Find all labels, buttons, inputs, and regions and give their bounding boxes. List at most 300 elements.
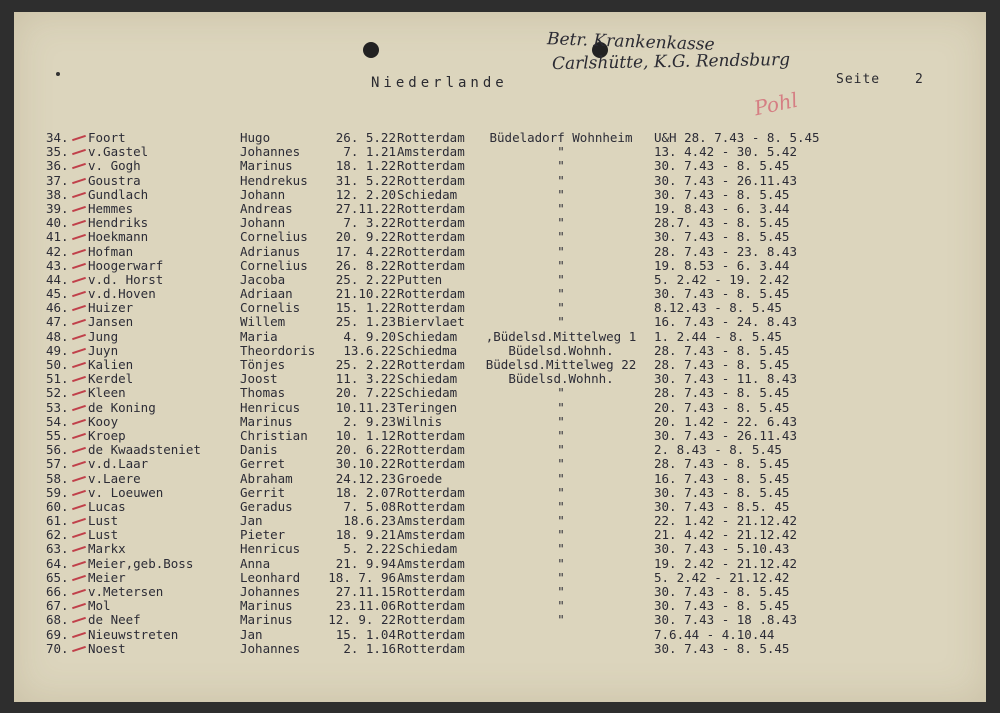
residence: "	[557, 413, 565, 429]
row-number: 51.	[46, 371, 69, 387]
list-item	[14, 443, 986, 457]
birth-place: Amsterdam	[397, 144, 465, 160]
list-item	[14, 174, 986, 188]
row-number: 70.	[46, 640, 69, 656]
birth-place: Rotterdam	[397, 357, 465, 372]
birth-place: Rotterdam	[397, 584, 465, 599]
residence: "	[557, 513, 565, 529]
surname: Hemmes	[88, 200, 134, 216]
surname: Lust	[88, 527, 119, 543]
given-name: Marinus	[240, 413, 293, 429]
birth-date: 15. 1.22	[335, 300, 396, 316]
list-item	[14, 301, 986, 315]
residence: "	[557, 541, 565, 557]
red-tick-mark	[72, 376, 86, 382]
birth-date: 20. 7.22	[335, 385, 396, 401]
list-item	[14, 344, 986, 358]
birth-date: 18. 7. 96	[328, 569, 396, 585]
residence: Büdelsd.Wohnh.	[508, 371, 614, 387]
employment-period: 2. 8.43 - 8. 5.45	[654, 442, 782, 458]
employment-period: 13. 4.42 - 30. 5.42	[654, 144, 797, 160]
row-number: 52.	[46, 385, 69, 401]
given-name: Joost	[240, 371, 278, 387]
birth-date: 5. 2.22	[343, 541, 396, 557]
given-name: Jacoba	[240, 271, 286, 287]
row-number: 54.	[46, 413, 69, 429]
surname: v.Gastel	[88, 144, 149, 160]
row-number: 57.	[46, 456, 69, 472]
paper-speck	[56, 72, 60, 76]
given-name: Theordoris	[240, 342, 316, 358]
given-name: Cornelius	[240, 257, 308, 273]
employment-period: 16. 7.43 - 8. 5.45	[654, 470, 790, 486]
residence: "	[557, 158, 565, 174]
list-item	[14, 287, 986, 301]
birth-date: 18.6.23	[343, 513, 396, 529]
list-item	[14, 472, 986, 486]
row-number: 40.	[46, 215, 69, 231]
birth-date: 10. 1.12	[335, 427, 396, 443]
surname: Juyn	[88, 342, 119, 358]
red-tick-mark	[72, 404, 86, 410]
given-name: Pieter	[240, 527, 286, 543]
row-number: 45.	[46, 286, 69, 302]
birth-place: Amsterdam	[397, 555, 465, 571]
birth-place: Schiedam	[397, 371, 458, 387]
surname: Hoekmann	[88, 229, 149, 245]
birth-place: Groede	[397, 470, 443, 486]
list-item	[14, 202, 986, 216]
row-number: 46.	[46, 300, 69, 316]
given-name: Johannes	[240, 640, 301, 656]
row-number: 47.	[46, 314, 69, 330]
residence: Büdeladorf Wohnheim	[489, 130, 633, 145]
surname: Lucas	[88, 498, 126, 514]
birth-place: Wilnis	[397, 413, 443, 429]
given-name: Geradus	[240, 498, 293, 514]
row-number: 61.	[46, 513, 69, 529]
employment-period: 30. 7.43 - 8. 5.45	[654, 640, 790, 656]
given-name: Abraham	[240, 470, 293, 486]
red-tick-mark	[72, 617, 86, 623]
list-item	[14, 216, 986, 230]
surname: Huizer	[88, 300, 134, 316]
given-name: Thomas	[240, 385, 286, 401]
row-number: 60.	[46, 498, 69, 514]
red-tick-mark	[72, 334, 86, 340]
row-number: 66.	[46, 584, 69, 599]
employment-period: 5. 2.42 - 19. 2.42	[654, 271, 790, 287]
employment-period: 30. 7.43 - 5.10.43	[654, 541, 790, 557]
birth-place: Rotterdam	[397, 158, 465, 174]
surname: v.d.Laar	[88, 456, 149, 472]
given-name: Willem	[240, 314, 286, 330]
row-number: 44.	[46, 271, 69, 287]
birth-date: 7. 3.22	[343, 215, 396, 231]
employment-period: 30. 7.43 - 8. 5.45	[654, 229, 790, 245]
given-name: Gerrit	[240, 484, 286, 500]
employment-period: 1. 2.44 - 8. 5.45	[654, 328, 782, 344]
surname: Gundlach	[88, 186, 149, 202]
given-name: Johannes	[240, 584, 301, 599]
list-item	[14, 145, 986, 159]
list-item	[14, 613, 986, 627]
red-tick-mark	[72, 248, 86, 254]
handwritten-note-line2: Carlshütte, K.G. Rendsburg	[551, 49, 791, 75]
row-number: 67.	[46, 598, 69, 614]
red-tick-mark	[72, 575, 86, 581]
red-tick-mark	[72, 305, 86, 311]
row-number: 43.	[46, 257, 69, 273]
employment-period: 22. 1.42 - 21.12.42	[654, 513, 797, 529]
residence: "	[557, 555, 565, 571]
birth-date: 31. 5.22	[335, 172, 396, 188]
given-name: Christian	[240, 427, 308, 443]
surname: v.Laere	[88, 470, 141, 486]
row-number: 38.	[46, 186, 69, 202]
birth-place: Rotterdam	[397, 172, 465, 188]
row-number: 59.	[46, 484, 69, 500]
employment-period: 30. 7.43 - 11. 8.43	[654, 371, 797, 387]
birth-place: Rotterdam	[397, 498, 465, 514]
red-tick-mark	[72, 646, 86, 652]
employment-period: 5. 2.42 - 21.12.42	[654, 569, 790, 585]
residence: "	[557, 229, 565, 245]
list-item	[14, 457, 986, 471]
row-number: 48.	[46, 328, 69, 344]
given-name: Hugo	[240, 130, 271, 145]
employment-period: 30. 7.43 - 8. 5.45	[654, 598, 790, 614]
employment-period: 30. 7.43 - 26.11.43	[654, 172, 797, 188]
red-tick-mark	[72, 433, 86, 439]
birth-date: 20. 6.22	[335, 442, 396, 458]
birth-place: Rotterdam	[397, 598, 465, 614]
red-tick-mark	[72, 447, 86, 453]
list-item	[14, 429, 986, 443]
given-name: Tönjes	[240, 357, 286, 372]
birth-date: 23.11.06	[335, 598, 396, 614]
birth-date: 10.11.23	[335, 399, 396, 415]
residence: "	[557, 427, 565, 443]
birth-date: 25. 2.22	[335, 271, 396, 287]
employment-period: 8.12.43 - 8. 5.45	[654, 300, 782, 316]
red-tick-mark	[72, 603, 86, 609]
birth-date: 27.11.15	[335, 584, 396, 599]
birth-place: Putten	[397, 271, 443, 287]
row-number: 49.	[46, 342, 69, 358]
birth-date: 13.6.22	[343, 342, 396, 358]
given-name: Jan	[240, 513, 263, 529]
surname: Hofman	[88, 243, 134, 259]
row-number: 36.	[46, 158, 69, 174]
list-item	[14, 188, 986, 202]
birth-date: 27.11.22	[335, 200, 396, 216]
birth-date: 26. 8.22	[335, 257, 396, 273]
residence: Büdelsd.Wohnh.	[508, 342, 614, 358]
row-number: 37.	[46, 172, 69, 188]
birth-date: 11. 3.22	[335, 371, 396, 387]
red-tick-mark	[72, 348, 86, 354]
surname: Nieuwstreten	[88, 626, 179, 642]
red-tick-mark	[72, 149, 86, 155]
residence: "	[557, 442, 565, 458]
given-name: Cornelius	[240, 229, 308, 245]
birth-place: Rotterdam	[397, 215, 465, 231]
birth-date: 30.10.22	[335, 456, 396, 472]
residence: "	[557, 314, 565, 330]
residence: "	[557, 286, 565, 302]
surname: Lust	[88, 513, 119, 529]
residence: "	[557, 186, 565, 202]
residence: ,Büdelsd.Mittelweg 1	[485, 328, 637, 344]
surname: v. Gogh	[88, 158, 141, 174]
birth-place: Amsterdam	[397, 569, 465, 585]
given-name: Marinus	[240, 158, 293, 174]
employment-period: 30. 7.43 - 26.11.43	[654, 427, 797, 443]
given-name: Adrianus	[240, 243, 301, 259]
row-number: 63.	[46, 541, 69, 557]
list-item	[14, 358, 986, 372]
document-page	[14, 12, 986, 702]
residence: "	[557, 598, 565, 614]
surname: Kalien	[88, 357, 134, 372]
list-item	[14, 599, 986, 613]
employment-period: 7.6.44 - 4.10.44	[654, 626, 775, 642]
employment-period: 19. 2.42 - 21.12.42	[654, 555, 797, 571]
handwritten-note-line1: Betr. Krankenkasse	[546, 29, 715, 55]
given-name: Jan	[240, 626, 263, 642]
list-item	[14, 585, 986, 599]
birth-place: Rotterdam	[397, 640, 465, 656]
surname: Goustra	[88, 172, 141, 188]
given-name: Johannes	[240, 144, 301, 160]
residence: "	[557, 385, 565, 401]
surname: Meier	[88, 569, 126, 585]
list-item	[14, 642, 986, 656]
birth-date: 21.10.22	[335, 286, 396, 302]
birth-place: Schiedam	[397, 328, 458, 344]
row-number: 42.	[46, 243, 69, 259]
birth-date: 25. 2.22	[335, 357, 396, 372]
red-tick-mark	[72, 291, 86, 297]
birth-place: Biervlaet	[397, 314, 465, 330]
red-tick-mark	[72, 192, 86, 198]
red-tick-mark	[72, 532, 86, 538]
residence: "	[557, 172, 565, 188]
birth-date: 24.12.23	[335, 470, 396, 486]
employment-period: U&H 28. 7.43 - 8. 5.45	[654, 130, 820, 145]
birth-place: Rotterdam	[397, 130, 465, 145]
residence: "	[557, 612, 565, 628]
surname: Meier,geb.Boss	[88, 555, 194, 571]
given-name: Gerret	[240, 456, 286, 472]
list-item	[14, 315, 986, 329]
employment-period: 28. 7.43 - 8. 5.45	[654, 357, 790, 372]
row-number: 69.	[46, 626, 69, 642]
red-tick-mark	[72, 263, 86, 269]
given-name: Leonhard	[240, 569, 301, 585]
red-tick-mark	[72, 319, 86, 325]
surname: v.d. Horst	[88, 271, 164, 287]
list-item	[14, 514, 986, 528]
residence: "	[557, 484, 565, 500]
residence: "	[557, 498, 565, 514]
residence: "	[557, 470, 565, 486]
birth-place: Rotterdam	[397, 229, 465, 245]
employment-period: 19. 8.53 - 6. 3.44	[654, 257, 790, 273]
employment-period: 30. 7.43 - 8. 5.45	[654, 484, 790, 500]
surname: Kerdel	[88, 371, 134, 387]
birth-date: 7. 5.08	[343, 498, 396, 514]
red-tick-mark	[72, 362, 86, 368]
birth-place: Schiedam	[397, 186, 458, 202]
surname: Kleen	[88, 385, 126, 401]
employment-period: 20. 7.43 - 8. 5.45	[654, 399, 790, 415]
row-number: 56.	[46, 442, 69, 458]
employment-period: 16. 7.43 - 24. 8.43	[654, 314, 797, 330]
employment-period: 28. 7.43 - 8. 5.45	[654, 342, 790, 358]
employment-period: 20. 1.42 - 22. 6.43	[654, 413, 797, 429]
birth-date: 20. 9.22	[335, 229, 396, 245]
list-item	[14, 542, 986, 556]
residence: "	[557, 215, 565, 231]
birth-place: Rotterdam	[397, 612, 465, 628]
list-item	[14, 131, 986, 145]
row-number: 39.	[46, 200, 69, 216]
employment-period: 30. 7.43 - 18 .8.43	[654, 612, 797, 628]
row-number: 35.	[46, 144, 69, 160]
list-item	[14, 500, 986, 514]
birth-date: 18. 2.07	[335, 484, 396, 500]
given-name: Maria	[240, 328, 278, 344]
list-item	[14, 528, 986, 542]
surname: de Neef	[88, 612, 141, 628]
red-tick-mark	[72, 163, 86, 169]
residence: "	[557, 399, 565, 415]
page-label: Seite	[836, 72, 881, 87]
birth-date: 2. 9.23	[343, 413, 396, 429]
list-item	[14, 159, 986, 173]
residence: "	[557, 569, 565, 585]
birth-date: 7. 1.21	[343, 144, 396, 160]
birth-place: Rotterdam	[397, 626, 465, 642]
surname: Hoogerwarf	[88, 257, 164, 273]
surname: Jung	[88, 328, 119, 344]
birth-date: 21. 9.94	[335, 555, 396, 571]
list-item	[14, 273, 986, 287]
employment-period: 30. 7.43 - 8.5. 45	[654, 498, 790, 514]
list-item	[14, 245, 986, 259]
birth-place: Amsterdam	[397, 527, 465, 543]
register-list	[14, 131, 986, 656]
red-tick-mark	[72, 631, 86, 637]
red-tick-mark	[72, 390, 86, 396]
birth-date: 26. 5.22	[335, 130, 396, 145]
residence: "	[557, 200, 565, 216]
red-tick-mark	[72, 589, 86, 595]
given-name: Cornelis	[240, 300, 301, 316]
given-name: Henricus	[240, 399, 301, 415]
surname: Hendriks	[88, 215, 149, 231]
red-tick-mark	[72, 461, 86, 467]
list-item	[14, 415, 986, 429]
employment-period: 28.7. 43 - 8. 5.45	[654, 215, 790, 231]
red-handwritten-mark: Pohl	[751, 87, 800, 121]
row-number: 53.	[46, 399, 69, 415]
birth-place: Rotterdam	[397, 200, 465, 216]
red-tick-mark	[72, 475, 86, 481]
birth-date: 25. 1.23	[335, 314, 396, 330]
given-name: Henricus	[240, 541, 301, 557]
list-item	[14, 386, 986, 400]
birth-place: Schiedam	[397, 385, 458, 401]
birth-date: 18. 9.21	[335, 527, 396, 543]
given-name: Adriaan	[240, 286, 293, 302]
surname: Foort	[88, 130, 126, 145]
residence: "	[557, 144, 565, 160]
given-name: Johann	[240, 186, 286, 202]
list-item	[14, 401, 986, 415]
list-item	[14, 372, 986, 386]
employment-period: 30. 7.43 - 8. 5.45	[654, 186, 790, 202]
red-tick-mark	[72, 277, 86, 283]
red-tick-mark	[72, 490, 86, 496]
page-number: 2	[914, 72, 924, 87]
birth-place: Rotterdam	[397, 484, 465, 500]
residence: "	[557, 257, 565, 273]
page-number-block	[836, 72, 924, 87]
row-number: 55.	[46, 427, 69, 443]
punch-hole-left	[363, 42, 379, 58]
row-number: 58.	[46, 470, 69, 486]
red-tick-mark	[72, 206, 86, 212]
residence: "	[557, 271, 565, 287]
birth-date: 18. 1.22	[335, 158, 396, 174]
employment-period: 19. 8.43 - 6. 3.44	[654, 200, 790, 216]
employment-period: 21. 4.42 - 21.12.42	[654, 527, 797, 543]
surname: Markx	[88, 541, 126, 557]
birth-place: Schiedma	[397, 342, 458, 358]
list-item	[14, 571, 986, 585]
red-tick-mark	[72, 234, 86, 240]
surname: de Koning	[88, 399, 156, 415]
surname: v.d.Hoven	[88, 286, 156, 302]
row-number: 65.	[46, 569, 69, 585]
birth-date: 2. 1.16	[343, 640, 396, 656]
given-name: Johann	[240, 215, 286, 231]
birth-place: Amsterdam	[397, 513, 465, 529]
red-tick-mark	[72, 419, 86, 425]
red-tick-mark	[72, 546, 86, 552]
employment-period: 28. 7.43 - 23. 8.43	[654, 243, 797, 259]
surname: de Kwaadsteniet	[88, 442, 201, 458]
list-item	[14, 557, 986, 571]
list-item	[14, 230, 986, 244]
given-name: Anna	[240, 555, 271, 571]
employment-period: 28. 7.43 - 8. 5.45	[654, 456, 790, 472]
birth-place: Rotterdam	[397, 286, 465, 302]
red-tick-mark	[72, 220, 86, 226]
surname: Mol	[88, 598, 111, 614]
row-number: 68.	[46, 612, 69, 628]
birth-date: 4. 9.20	[343, 328, 396, 344]
birth-place: Rotterdam	[397, 300, 465, 316]
given-name: Marinus	[240, 612, 293, 628]
residence: "	[557, 300, 565, 316]
birth-place: Rotterdam	[397, 427, 465, 443]
residence: "	[557, 243, 565, 259]
residence: "	[557, 456, 565, 472]
